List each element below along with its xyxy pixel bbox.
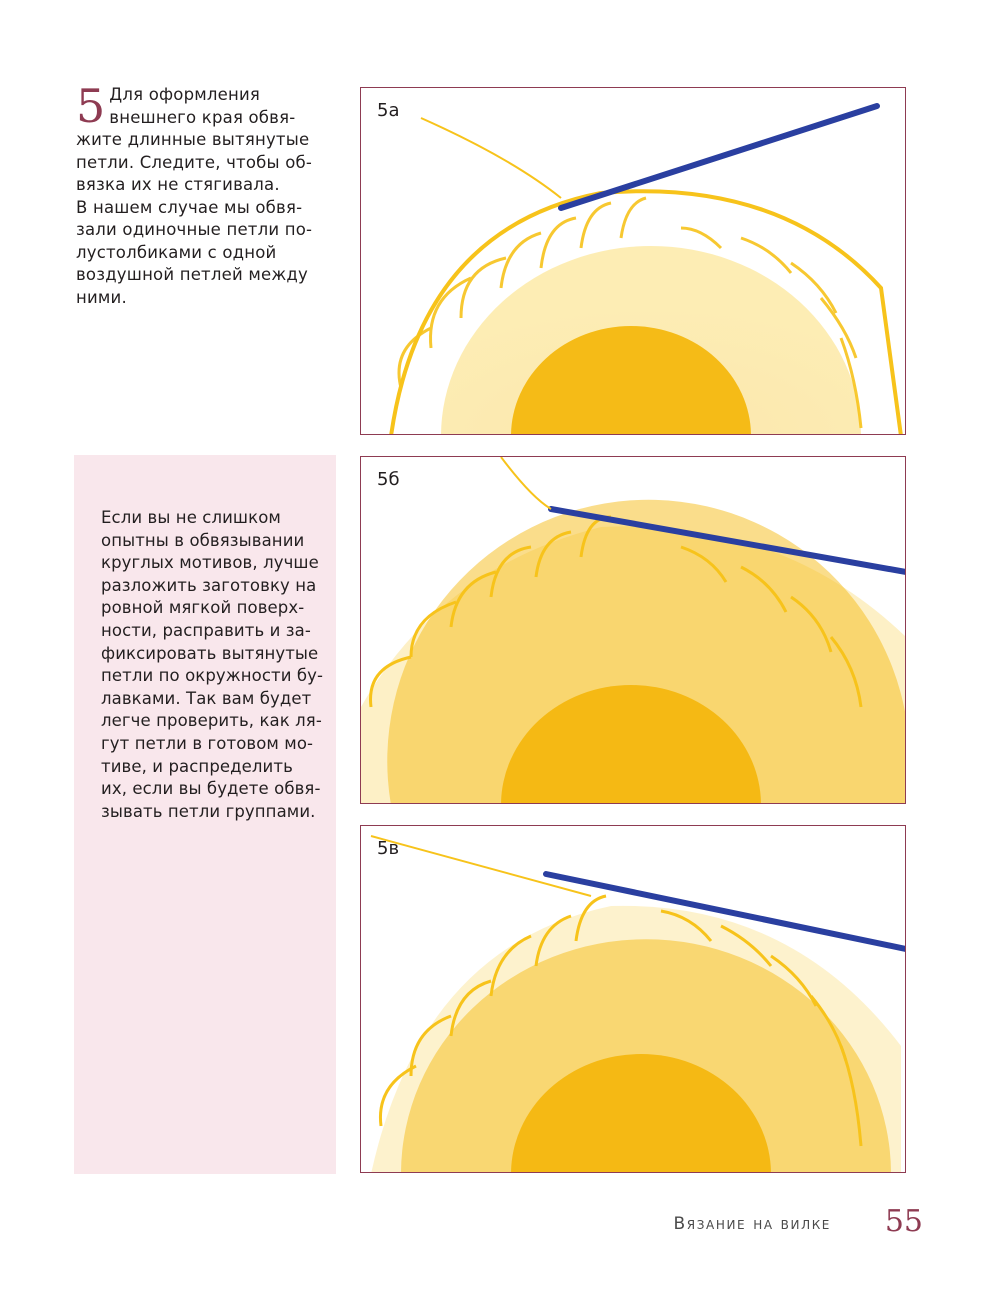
photo-label: 5в (377, 838, 400, 859)
yarn-motif-illustration (361, 457, 906, 804)
photo-5c (360, 825, 906, 1173)
tip-box (74, 455, 336, 1174)
photo-5b (360, 456, 906, 804)
step-text: Для оформления внешнего края обвя- жите длинные вытянутые петли. Следите, чтобы об- вязка их не стягивала. В нашем случае мы обвя- зали одиночные петли по- лустолбиками с одной воздушной петлей между ними. (76, 85, 313, 307)
running-footer-title: Вязание на вилке (673, 1214, 831, 1234)
yarn-motif-illustration (361, 88, 906, 435)
step-5-block (76, 79, 346, 309)
photo-label: 5б (377, 469, 400, 490)
yarn-motif-illustration (361, 826, 906, 1173)
page-number: 55 (884, 1204, 923, 1239)
photo-label: 5а (377, 100, 400, 121)
step-number: 5 (76, 79, 106, 133)
photo-5a (360, 87, 906, 435)
tip-text: Если вы не слишком опытны в обвязывании круглых мотивов, лучше разложить заготовку на ровной мягкой поверх- ности, расправить и за- фиксировать вытянутые петли по окружности бу- лавками. Так вам будет легче проверить, как ля- гут петли в готовом мо- тиве, и распределить их, если вы будете обвя- зывать петли группами. (101, 508, 324, 821)
